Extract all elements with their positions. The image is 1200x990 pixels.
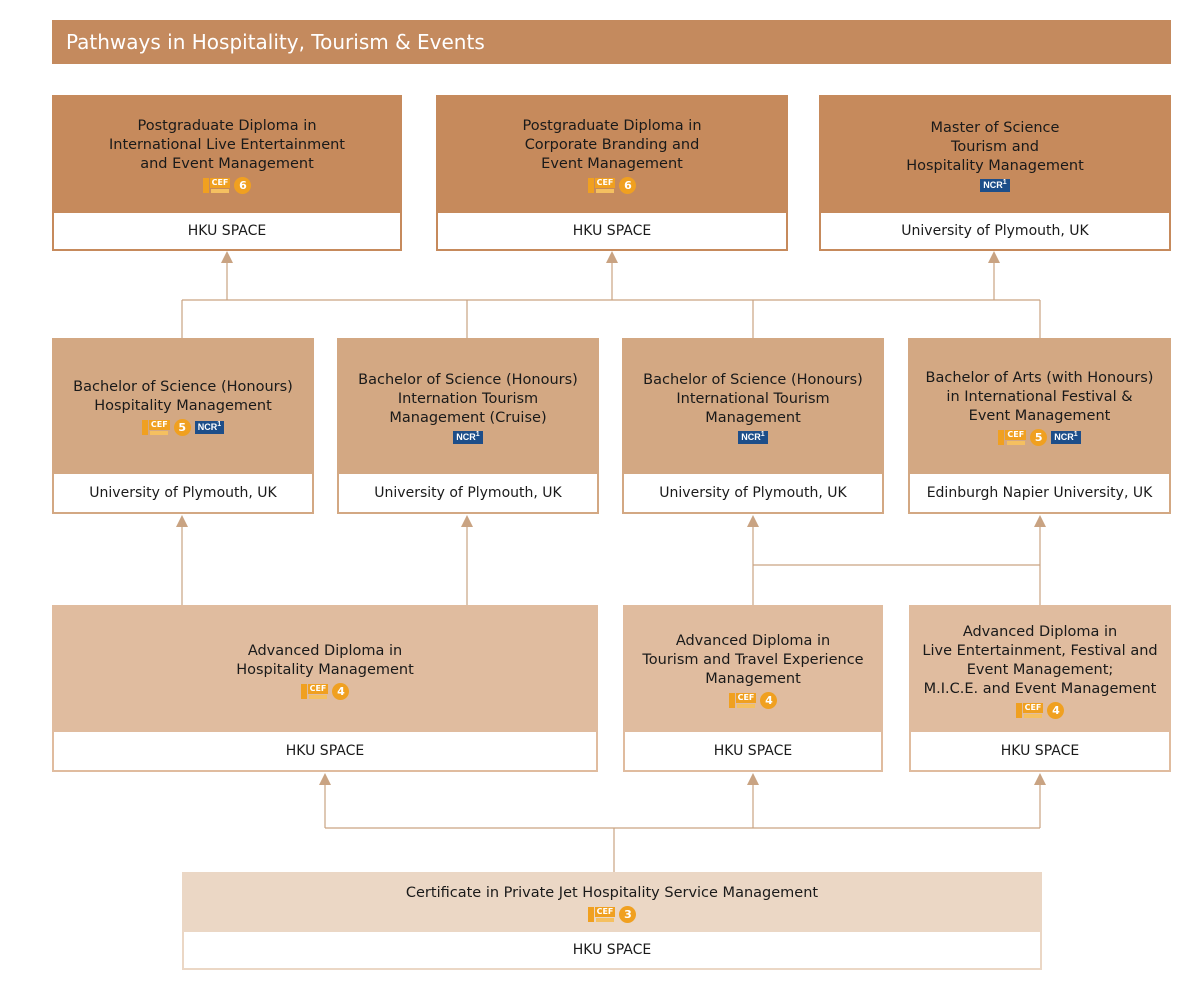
qf-level-badge: 5 (174, 419, 191, 436)
programme-title-line: Bachelor of Arts (with Honours) (925, 369, 1154, 386)
cef-label: CEF (596, 906, 614, 916)
programme-provider: HKU SPACE (54, 213, 400, 249)
cef-label: CEF (309, 683, 327, 693)
qualification-badges (1016, 702, 1065, 719)
cef-book-icon (588, 178, 594, 193)
cef-book-icon (142, 420, 148, 435)
programme-title-line: Advanced Diploma in (962, 623, 1118, 640)
cef-icon (142, 419, 170, 436)
qf-level-badge: 6 (619, 177, 636, 194)
programme-card[interactable] (52, 338, 314, 514)
programme-title-line: Advanced Diploma in (247, 642, 403, 659)
qualification-badges (588, 177, 637, 194)
cef-subtext (150, 431, 168, 435)
programme-card[interactable] (819, 95, 1171, 251)
programme-title-line: Internation Tourism (397, 390, 539, 407)
qf-level-badge: 5 (1030, 429, 1047, 446)
ncr-badge (453, 431, 482, 444)
qualification-badges (588, 906, 637, 923)
programme-title-line: Event Management; (966, 661, 1114, 678)
programme-title (54, 340, 312, 474)
qualification-badges (729, 692, 778, 709)
programme-title-line: Hospitality Management (236, 661, 414, 678)
cef-label: CEF (1024, 702, 1042, 712)
programme-title (438, 97, 786, 213)
qf-level-badge: 4 (1047, 702, 1064, 719)
cef-icon (588, 906, 616, 923)
programme-title-line: Bachelor of Science (Honours) (358, 371, 578, 388)
programme-title-line: Management (Cruise) (389, 409, 547, 426)
cef-icon (1016, 702, 1044, 719)
programme-card[interactable] (436, 95, 788, 251)
ncr-badge (980, 179, 1009, 192)
cef-book-icon (1016, 703, 1022, 718)
ncr-label: NCR (983, 179, 1003, 190)
programme-title (624, 340, 882, 474)
programme-title-line: Master of Science (930, 119, 1060, 136)
programme-title-line: Event Management (968, 407, 1111, 424)
programme-title-line: Bachelor of Science (Honours) (73, 379, 293, 395)
programme-provider: Edinburgh Napier University, UK (910, 474, 1169, 512)
qf-level-badge: 4 (760, 692, 777, 709)
header-banner (52, 20, 1171, 64)
cef-label-group (308, 684, 329, 699)
programme-title (339, 340, 597, 474)
page-title: Pathways in Hospitality, Tourism & Events (66, 30, 485, 54)
cef-label: CEF (211, 177, 229, 187)
programme-title-line: Certificate in Private Jet Hospitality Service Management (405, 884, 819, 901)
programme-provider: University of Plymouth, UK (624, 474, 882, 512)
programme-card[interactable] (908, 338, 1171, 514)
cef-label-group (149, 420, 170, 435)
programme-title-line: Postgraduate Diploma in (137, 117, 317, 134)
ncr-superscript: 1 (217, 421, 222, 428)
cef-subtext (309, 695, 327, 699)
qf-level-badge: 3 (619, 906, 636, 923)
cef-label-group (736, 693, 757, 708)
cef-subtext (1007, 441, 1025, 445)
qualification-badges (142, 419, 224, 436)
cef-book-icon (729, 693, 735, 708)
programme-title-line: International Tourism (676, 390, 830, 407)
programme-provider: University of Plymouth, UK (54, 474, 312, 512)
programme-title (911, 607, 1169, 734)
programme-provider: HKU SPACE (54, 732, 596, 770)
programme-title-line: in International Festival & (946, 388, 1133, 405)
cef-book-icon (203, 178, 209, 193)
cef-book-icon (588, 907, 594, 922)
programme-card[interactable] (182, 872, 1042, 970)
cef-book-icon (998, 430, 1004, 445)
programme-title-line: Tourism and Travel Experience (642, 652, 864, 668)
programme-title-line: Corporate Branding and (524, 136, 700, 153)
programme-title-line: Bachelor of Science (Honours) (643, 371, 863, 388)
programme-title (54, 607, 596, 734)
cef-label-group (210, 178, 231, 193)
programme-title (910, 340, 1169, 474)
ncr-label: NCR (741, 431, 761, 442)
qualification-badges (738, 431, 767, 444)
programme-provider: University of Plymouth, UK (821, 213, 1169, 249)
qualification-badges (998, 429, 1080, 446)
programme-card[interactable] (52, 95, 402, 251)
cef-subtext (596, 918, 614, 922)
cef-label: CEF (737, 693, 755, 702)
programme-title (821, 97, 1169, 213)
qualification-badges (203, 177, 252, 194)
qualification-badges (301, 683, 350, 700)
programme-title-line: Postgraduate Diploma in (522, 117, 702, 134)
programme-provider: HKU SPACE (625, 732, 881, 770)
programme-card[interactable] (52, 605, 598, 772)
cef-label: CEF (596, 177, 614, 187)
programme-title-line: Advanced Diploma in (675, 633, 831, 649)
cef-subtext (737, 704, 755, 708)
programme-title-line: M.I.C.E. and Event Management (923, 680, 1157, 697)
programme-title-line: Management (705, 671, 801, 687)
programme-title-line: Hospitality Management (906, 157, 1084, 174)
cef-label: CEF (150, 420, 168, 429)
programme-provider: HKU SPACE (911, 732, 1169, 770)
programme-title-line: Management (705, 409, 801, 426)
cef-label-group (595, 178, 616, 193)
programme-title-line: Event Management (541, 155, 683, 172)
cef-label-group (1023, 703, 1044, 718)
ncr-superscript: 1 (1073, 430, 1078, 438)
cef-icon (998, 429, 1026, 446)
programme-card[interactable] (337, 338, 599, 514)
cef-subtext (596, 189, 614, 193)
programme-title-line: and Event Management (140, 155, 314, 172)
ncr-superscript: 1 (760, 430, 765, 438)
cef-label-group (1005, 430, 1026, 445)
ncr-superscript: 1 (1002, 178, 1007, 186)
cef-icon (588, 177, 616, 194)
programme-title (54, 97, 400, 213)
ncr-label: NCR (1054, 431, 1074, 442)
qf-level-badge: 4 (332, 683, 349, 700)
programme-title-line: Live Entertainment, Festival and (922, 642, 1158, 659)
cef-book-icon (301, 684, 307, 699)
cef-subtext (1024, 714, 1042, 718)
cef-icon (301, 683, 329, 700)
ncr-badge (738, 431, 767, 444)
ncr-badge (1051, 431, 1080, 444)
programme-provider: University of Plymouth, UK (339, 474, 597, 512)
programme-title-line: Hospitality Management (94, 398, 272, 414)
programme-provider: HKU SPACE (184, 932, 1040, 968)
qf-level-badge: 6 (234, 177, 251, 194)
ncr-badge (195, 421, 224, 434)
ncr-label: NCR (456, 431, 476, 442)
programme-card[interactable] (909, 605, 1171, 772)
programme-provider: HKU SPACE (438, 213, 786, 249)
cef-icon (203, 177, 231, 194)
programme-card[interactable] (623, 605, 883, 772)
programme-title (625, 607, 881, 734)
qualification-badges (980, 179, 1009, 192)
ncr-superscript: 1 (475, 430, 480, 438)
cef-label: CEF (1007, 429, 1025, 439)
cef-label-group (595, 907, 616, 922)
cef-subtext (211, 189, 229, 193)
cef-icon (729, 692, 757, 709)
programme-title-line: Tourism and (950, 138, 1039, 155)
programme-card[interactable] (622, 338, 884, 514)
programme-title-line: International Live Entertainment (108, 136, 345, 153)
ncr-label: NCR (197, 422, 218, 432)
qualification-badges (453, 431, 482, 444)
programme-title (184, 874, 1040, 932)
